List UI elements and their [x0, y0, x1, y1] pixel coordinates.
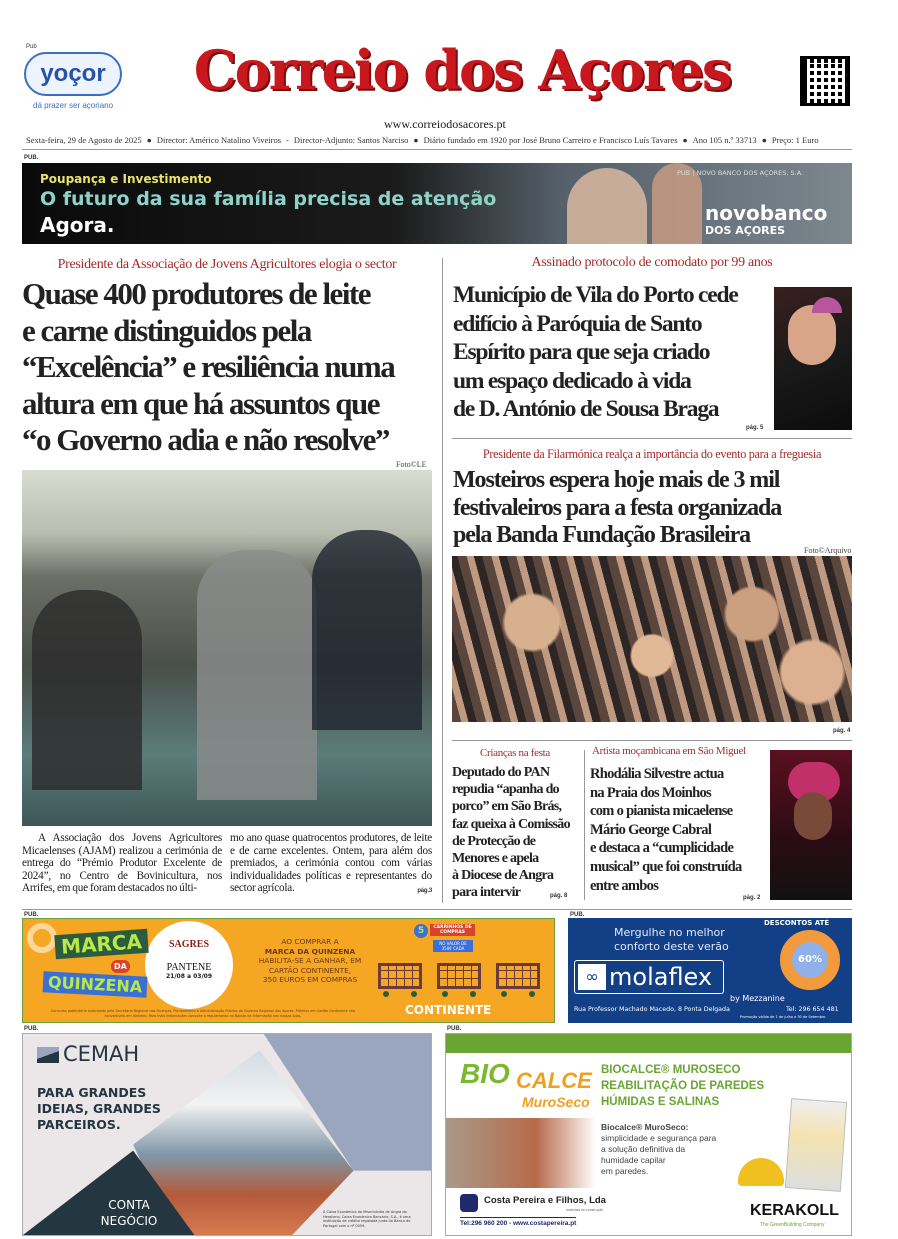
section-rule — [452, 438, 852, 439]
section-rule — [22, 909, 852, 910]
marca-label: MARCA — [54, 929, 148, 959]
lead-headline[interactable]: Quase 400 produtores de leite e carne distinguidos pela “Excelência” e resiliência numa altura em que há assuntos que “o Governo adia e não resolve” — [22, 276, 395, 457]
pub-label: PUB. — [447, 1026, 462, 1032]
lead-kicker: Presidente da Associação de Jovens Agricultores elogia o sector — [57, 257, 397, 272]
discount-float-ring — [780, 930, 840, 990]
lead-body-col1: A Associação dos Jovens Agricultores Micaelenses (AJAM) realizou a cerimónia de entrega do “Prémio Produtor Excelente de 2024”, no Centro de Bovinicultura, nos Arrifes, em que foram destacados no últi- — [22, 832, 222, 895]
brands-circle — [145, 921, 233, 1009]
masthead-title: Correio dos Açores — [193, 38, 731, 102]
site-url[interactable]: www.correiodosacores.pt — [384, 117, 506, 131]
molaflex-by: by Mezzanine — [730, 994, 785, 1003]
pub-label: PUB. — [24, 1026, 39, 1032]
spring-icon: ∞ — [578, 964, 606, 990]
costa-pereira-logo-icon — [460, 1194, 478, 1212]
badge-text: CARRINHOS DE COMPRAS — [430, 924, 475, 936]
molaflex-logo — [574, 960, 724, 994]
cemah-logo: CEMAH — [63, 1042, 140, 1066]
story2-headline[interactable]: Município de Vila do Porto cede edifício à Paróquia de Santo Espírito para que seja criado um espaço dedicado à vida de D. António de Sousa Braga — [453, 282, 738, 422]
story4-kicker: Crianças na festa — [479, 747, 551, 759]
story4-page-ref[interactable]: pág. 8 — [550, 893, 568, 899]
shopping-cart-icon — [378, 963, 422, 989]
biocalce-ad[interactable] — [445, 1033, 852, 1236]
kerakoll-logo: KERAKOLL — [750, 1202, 839, 1219]
lead-photo-credit: Foto©LE — [396, 460, 427, 469]
story5-page-ref[interactable]: pág. 2 — [743, 895, 761, 901]
yocor-logo[interactable] — [24, 52, 122, 96]
biocalce-headline: BIOCALCE® MUROSECO REABILITAÇÃO DE PAREDES HÚMIDAS E SALINAS — [601, 1064, 765, 1108]
lead-photo-ceremony — [22, 470, 432, 826]
biocalce-body: Biocalce® MuroSeco: simplicidade e segurança para a solução definitiva da humidade capilar em paredes. — [601, 1122, 717, 1176]
hard-hat-icon — [738, 1158, 784, 1186]
lead-body-col2 — [230, 832, 432, 898]
cemah-ad[interactable] — [22, 1033, 432, 1236]
deputy-director: Director-Adjunto: Santos Narciso — [293, 135, 409, 145]
story5-headline[interactable]: Rhodália Silvestre actua na Praia dos Moinhos com o pianista micaelense Mário George Cabral e destaca a “cumplicidade musical” que foi construída entre ambos — [590, 766, 742, 894]
badge-number: 5 — [414, 924, 428, 938]
pub-label: PUB. — [24, 155, 39, 161]
story3-photo-credit: Foto©Arquivo — [804, 546, 852, 555]
biocalce-logo-bio: BIO — [460, 1058, 510, 1089]
wall-plastering-photo — [446, 1118, 596, 1188]
continente-logo: CONTINENTE — [405, 1003, 492, 1017]
dealer-sub: materiais de construção — [566, 1208, 604, 1212]
column-divider — [584, 750, 585, 900]
pub-label: Pub — [26, 44, 37, 50]
promo-dates: 21/08 a 03/09 — [165, 973, 212, 980]
cemah-logo-mark — [37, 1047, 59, 1063]
pantene-logo: PANTENE — [166, 962, 212, 973]
festival-crowd-photo — [452, 556, 852, 722]
biocalce-logo-sub: MuroSeco — [522, 1094, 590, 1110]
story3-headline[interactable]: Mosteiros espera hoje mais de 3 mil festivaleiros para a festa organizada pela Banda Fundação Brasileira — [453, 467, 782, 548]
cemah-cta: CONTA NEGÓCIO — [100, 1198, 158, 1228]
continente-ad[interactable] — [22, 918, 555, 1023]
story3-kicker: Presidente da Filarmónica realça a importância do evento para a freguesia — [482, 447, 822, 461]
cemah-headline: PARA GRANDES IDEIAS, GRANDES PARCEIROS. — [37, 1085, 161, 1132]
novobanco-ad[interactable] — [22, 163, 852, 244]
header-rule — [22, 149, 852, 150]
ad-eyebrow: Poupança e Investimento — [40, 172, 212, 186]
story2-page-ref[interactable]: pág. 5 — [746, 425, 764, 431]
column-divider — [442, 258, 443, 903]
story5-kicker: Artista moçambicana em São Miguel — [592, 745, 746, 757]
da-label: DA — [111, 960, 130, 973]
kerakoll-tagline: The GreenBuilding Company — [760, 1222, 825, 1228]
dealer-name: Costa Pereira e Filhos, Lda — [484, 1195, 606, 1206]
story2-kicker: Assinado protocolo de comodato por 99 anos — [531, 255, 773, 270]
founded-note: Diário fundado em 1920 por José Bruno Carreiro e Francisco Luís Tavares — [423, 135, 678, 145]
yocor-logo-text: yoçor — [40, 60, 106, 87]
story4-headline[interactable]: Deputado do PAN repudia “apanha do porco” em São Brás, faz queixa à Comissão de Protecção de Menores e apela à Diocese de Angra para intervir — [452, 765, 570, 901]
bishop-portrait — [774, 287, 852, 430]
lead-page-ref[interactable]: pág.3 — [417, 888, 432, 895]
price: Preço: 1 Euro — [771, 135, 819, 145]
director: Director: Américo Natalino Viveiros — [156, 135, 282, 145]
pub-label: PUB. — [570, 912, 585, 918]
product-bag — [785, 1098, 847, 1192]
baby-photo — [567, 168, 647, 244]
artist-photo — [770, 750, 852, 900]
issue-number: Ano 105 n.º 33713 — [692, 135, 757, 145]
ad-cta: Agora. — [40, 213, 115, 237]
molaflex-promo: Promoção válida de 1 de Julho a 30 de Setembro — [740, 1015, 826, 1019]
continente-logo-mark — [27, 923, 57, 953]
shopping-cart-icon — [496, 963, 540, 989]
continente-offer: AO COMPRAR A MARCA DA QUINZENA HABILITA-SE A GANHAR, EM CARTÃO CONTINENTE, 350 EUROS EM COMPRAS — [258, 937, 362, 984]
story3-page-ref[interactable]: pág. 4 — [833, 728, 851, 734]
ad-disclaimer: PUB | NOVO BANCO DOS AÇORES, S.A. — [677, 169, 804, 177]
continente-fine-print: Concurso publicitário autorizado pela Secretaria Regional das Finanças, Planeamento e Administração Pública do Governo Regional dos Açores. Prémios em Cartão Continente não convertíveis em dinheiro. Para mais informações consulte o regulamento no Balcão de Informação nas nossas lojas. — [50, 1009, 356, 1018]
novobanco-logo-sub: DOS AÇORES — [705, 224, 786, 237]
pub-label: PUB. — [24, 912, 39, 918]
sagres-logo: SAGRES — [168, 939, 209, 950]
badge-value: NO VALOR DE 350€ CADA — [433, 940, 473, 952]
section-rule — [452, 740, 852, 741]
discount-value: 60% — [798, 954, 822, 965]
molaflex-address: Rua Professor Machado Macedo, 8 Ponta Delgada — [574, 1006, 730, 1013]
discount-label: DESCONTOS ATÉ — [764, 919, 830, 927]
green-header-bar — [446, 1034, 852, 1053]
biocalce-logo-calce: CALCE — [516, 1068, 592, 1093]
yocor-tagline: dá prazer ser açoriano — [33, 101, 114, 110]
molaflex-logo-text: molaflex — [609, 963, 713, 991]
molaflex-phone: Tel: 296 654 481 — [786, 1006, 839, 1013]
header-info-bar: Sexta-feira, 29 de Agosto de 2025 ● Director: Américo Natalino Viveiros - Director-Adjunto: Santos Narciso ● Diário fundado em 1920 por José Bruno Carreiro e Francisco Luís Tavares ● Ano 105 n.º 33713 ● Preço: 1 Euro — [26, 135, 819, 145]
cemah-fine-print: A Caixa Económica da Misericórdia de Angra do Heroísmo, Caixa Económica Bancária, S.A., é uma instituição de crédito registada junto do Banco de Portugal com o nº 0059. — [323, 1210, 411, 1228]
qr-code-icon[interactable] — [800, 56, 850, 106]
dealer-contact: Tel:296 960 200 - www.costapereira.pt — [460, 1217, 576, 1227]
shopping-cart-icon — [437, 963, 481, 989]
molaflex-ad[interactable] — [568, 918, 852, 1023]
quinzena-label: QUINZENA — [43, 971, 148, 997]
novobanco-logo: novobanco — [705, 201, 828, 225]
ad-headline: O futuro da sua família precisa de atenção — [40, 188, 497, 210]
lead-body-col2-text: mo ano quase quatrocentos produtores, de leite e de carne excelentes. Ontem, para além dos premiados, a cerimónia contou com várias individualidades políticas e representantes do sector agrícola. — [230, 832, 432, 895]
molaflex-tagline: Mergulhe no melhor conforto deste verão — [614, 926, 729, 953]
issue-date: Sexta-feira, 29 de Agosto de 2025 — [26, 135, 142, 145]
